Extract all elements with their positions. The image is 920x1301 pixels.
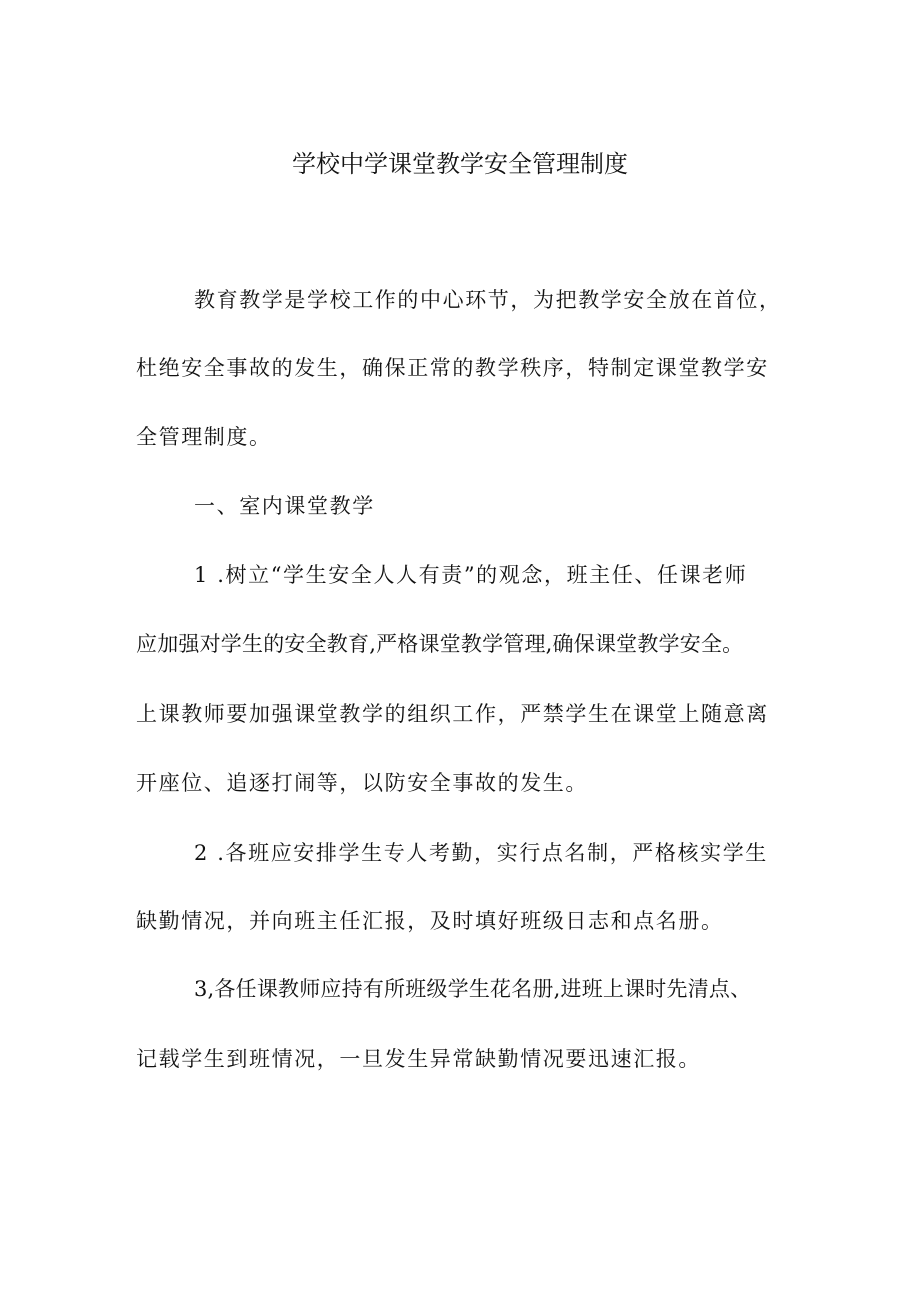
document-title: 学校中学课堂教学安全管理制度: [292, 150, 628, 178]
paragraph-line: 2 .各班应安排学生专人考勤，实行点名制，严格核实学生: [194, 841, 768, 865]
paragraph-line: 全管理制度。: [136, 425, 272, 449]
paragraph-line: 上课教师要加强课堂教学的组织工作，严禁学生在课堂上随意离: [136, 702, 769, 726]
paragraph-line: 1 .树立“学生安全人人有责”的观念，班主任、任课老师: [194, 563, 748, 587]
paragraph-line: 缺勤情况，并向班主任汇报，及时填好班级日志和点名册。: [136, 909, 724, 933]
paragraph-line: 3,各任课教师应持有所班级学生花名册,进班上课时先清点、: [194, 977, 752, 1001]
paragraph-line: 教育教学是学校工作的中心环节，为把教学安全放在首位，: [194, 288, 782, 312]
paragraph-line: 记载学生到班情况，一旦发生异常缺勤情况要迅速汇报。: [136, 1047, 701, 1071]
paragraph-line: 杜绝安全事故的发生，确保正常的教学秩序，特制定课堂教学安: [136, 356, 769, 380]
paragraph-line: 应加强对学生的安全教育,严格课堂教学管理,确保课堂教学安全。: [136, 632, 744, 656]
section-heading: 一、室内课堂教学: [194, 494, 375, 518]
paragraph-line: 开座位、追逐打闹等，以防安全事故的发生。: [136, 771, 588, 795]
